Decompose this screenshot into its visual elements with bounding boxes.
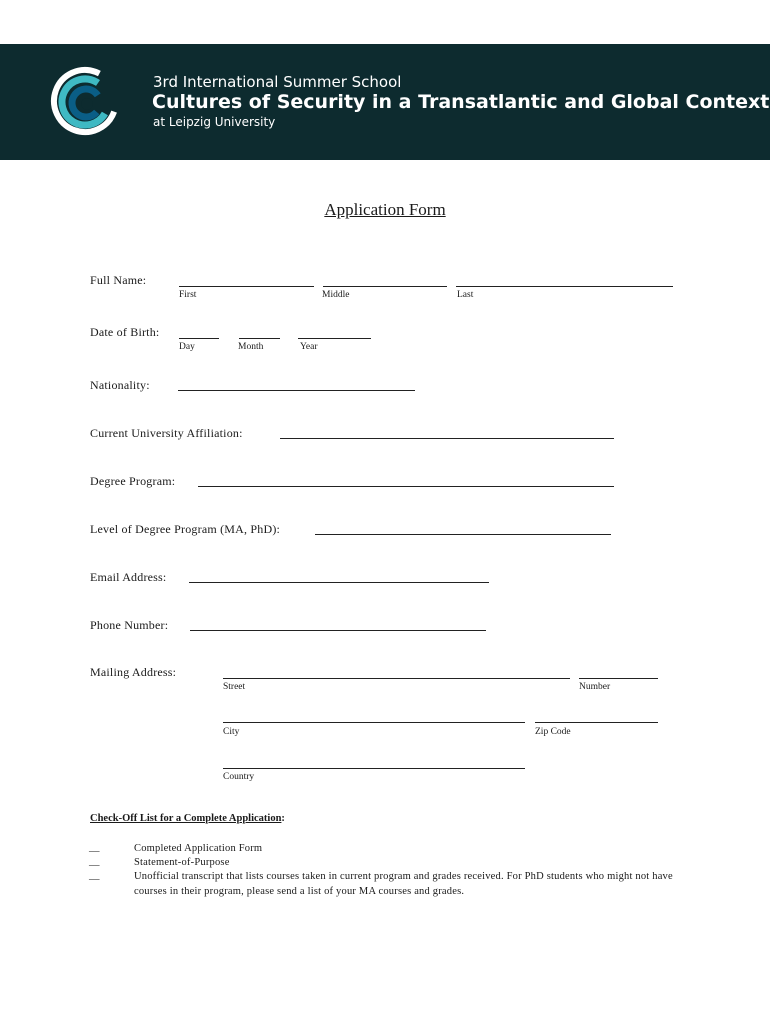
affiliation-field[interactable] [280,438,614,439]
mailing-address-label: Mailing Address: [90,665,177,679]
dob-month-field[interactable] [239,338,280,339]
checklist-item: Unofficial transcript that lists courses taken in current program and grades received. For PhD students who might not have courses in their program, please send a list of your MA courses and grades. [134,871,673,897]
email-field[interactable] [189,582,489,583]
checkbox-blank[interactable]: __ [89,870,100,881]
header-banner [0,44,770,160]
city-caption: City [223,727,240,737]
house-number-caption: Number [579,682,611,692]
checklist-heading [90,813,285,824]
street-caption: Street [223,682,246,692]
dob-month-caption: Month [238,342,264,352]
affiliation-label: Current University Affiliation: [90,426,243,440]
degree-level-label: Level of Degree Program (MA, PhD): [90,522,281,536]
checklist-item: Completed Application Form [134,843,263,854]
summer-school-logo [50,66,120,136]
checkbox-blank[interactable]: __ [89,842,100,853]
city-field[interactable] [223,722,525,723]
degree-program-label: Degree Program: [90,474,176,488]
zip-code-field[interactable] [535,722,658,723]
phone-label: Phone Number: [90,618,169,632]
last-name-field[interactable] [456,286,673,287]
dob-year-caption: Year [300,342,318,352]
first-name-field[interactable] [179,286,314,287]
header-title: Cultures of Security in a Transatlantic and Global Context [152,91,770,113]
country-caption: Country [223,772,255,782]
checklist-heading-colon: : [281,813,285,824]
page-title: Application Form [324,200,446,219]
checkbox-blank[interactable]: __ [89,856,100,867]
header-location: at Leipzig University [153,115,276,129]
header-edition: 3rd International Summer School [153,73,402,91]
middle-name-field[interactable] [323,286,447,287]
country-field[interactable] [223,768,525,769]
zip-code-caption: Zip Code [535,727,571,737]
middle-name-caption: Middle [322,290,350,300]
street-field[interactable] [223,678,570,679]
dob-day-field[interactable] [179,338,219,339]
email-label: Email Address: [90,570,167,584]
house-number-field[interactable] [579,678,658,679]
last-name-caption: Last [457,290,474,300]
first-name-caption: First [179,290,197,300]
dob-label: Date of Birth: [90,325,160,339]
full-name-label: Full Name: [90,273,147,287]
degree-program-field[interactable] [198,486,614,487]
dob-year-field[interactable] [298,338,371,339]
nationality-label: Nationality: [90,378,150,392]
dob-day-caption: Day [179,342,195,352]
checklist-heading-text: Check-Off List for a Complete Application [90,813,282,824]
phone-field[interactable] [190,630,486,631]
degree-level-field[interactable] [315,534,611,535]
checklist-item: Statement-of-Purpose [134,857,230,868]
nationality-field[interactable] [178,390,415,391]
